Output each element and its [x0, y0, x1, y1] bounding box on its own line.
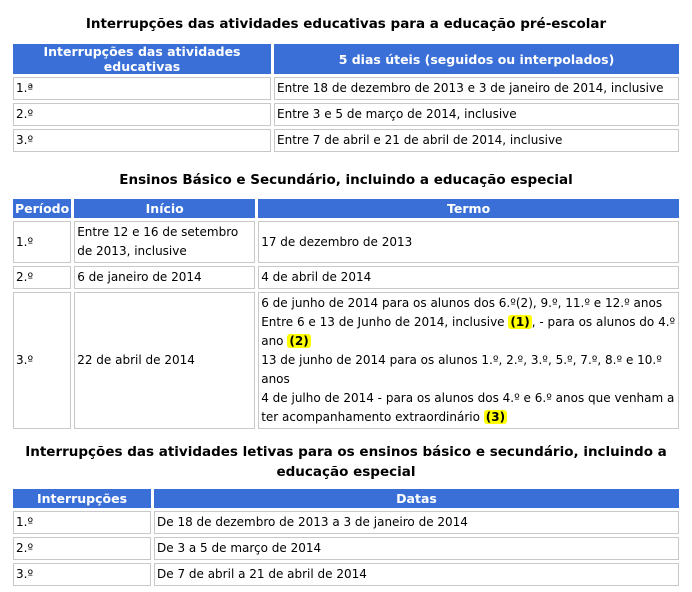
- section-title-lective-interruptions: Interrupções das atividades letivas para os ensinos básico e secundário, incluindo a educação especial: [25, 444, 667, 480]
- table-cell: 17 de dezembro de 2013: [258, 221, 679, 263]
- table-cell: Entre 18 de dezembro de 2013 e 3 de janeiro de 2014, inclusive: [274, 77, 679, 100]
- table-cell: 22 de abril de 2014: [74, 292, 255, 429]
- footnote-marker: (3): [485, 410, 506, 424]
- termo-line-text: 4 de julho de 2014 - para os alunos dos 4.º e 6.º anos que venham a ter acompanhamento extraordinário: [261, 391, 675, 424]
- table-cell: 4 de abril de 2014: [258, 266, 679, 289]
- table-row: [13, 103, 679, 126]
- termo-line: 6 de junho de 2014 para os alunos dos 6.º(2), 9.º, 11.º e 12.º anos: [261, 296, 663, 310]
- column-header: Interrupções: [13, 489, 151, 508]
- column-header: Interrupções das atividades educativas: [13, 44, 271, 74]
- column-header: 5 dias úteis (seguidos ou interpolados): [274, 44, 679, 74]
- footnote-marker: (1): [510, 315, 530, 329]
- table-row: [13, 221, 679, 263]
- table-cell: Entre 7 de abril e 21 de abril de 2014, inclusive: [274, 129, 679, 152]
- termo-line: [261, 313, 676, 351]
- table-cell: 2.º: [13, 103, 271, 126]
- table-header-row: [13, 199, 679, 218]
- table-cell: De 3 a 5 de março de 2014: [154, 537, 679, 560]
- table-cell: 2.º: [13, 537, 151, 560]
- table-header-row: [13, 489, 679, 508]
- column-header: Período: [15, 201, 70, 216]
- lective-interruptions-table: [10, 486, 682, 589]
- table-cell: 3.º: [13, 129, 271, 152]
- table-cell: De 18 de dezembro de 2013 a 3 de janeiro de 2014: [154, 511, 679, 534]
- preschool-interruptions-table: [10, 41, 682, 155]
- column-header: Termo: [258, 199, 679, 218]
- column-header: Início: [74, 199, 255, 218]
- termo-line: [261, 389, 676, 427]
- table-cell: 3.º: [13, 563, 151, 586]
- footnote-marker: (2): [289, 334, 309, 348]
- table-cell: Entre 3 e 5 de março de 2014, inclusive: [274, 103, 679, 126]
- table-cell: 3.º: [13, 292, 71, 429]
- table-row: [13, 129, 679, 152]
- table-row: [13, 266, 679, 289]
- school-periods-table: [10, 196, 682, 432]
- table-cell: De 7 de abril a 21 de abril de 2014: [154, 563, 679, 586]
- termo-line-text: , - para os alunos do 4.º ano: [261, 315, 676, 348]
- termo-line: 13 de junho de 2014 para os alunos 1.º, 2.º, 3.º, 5.º, 7.º, 8.º e 10.º anos: [261, 353, 662, 386]
- section-title-preschool: Interrupções das atividades educativas para a educação pré-escolar: [85, 16, 607, 32]
- table-row: [13, 77, 679, 100]
- table-row: [13, 537, 679, 560]
- table-cell: 1.ª: [13, 77, 271, 100]
- table-header-row: [13, 44, 679, 74]
- table-row: [13, 563, 679, 586]
- table-cell: Entre 12 e 16 de setembro de 2013, inclusive: [74, 221, 255, 263]
- column-header: Datas: [154, 489, 679, 508]
- section-title-basic-secondary: Ensinos Básico e Secundário, incluindo a educação especial: [119, 172, 573, 188]
- table-cell: 6 de janeiro de 2014: [74, 266, 255, 289]
- termo-line-text: Entre 6 e 13 de Junho de 2014, inclusive: [261, 315, 505, 329]
- table-cell: 1.º: [13, 221, 71, 263]
- table-row: [13, 511, 679, 534]
- table-cell: 1.º: [13, 511, 151, 534]
- table-cell: 2.º: [13, 266, 71, 289]
- table-cell-termo-details: [258, 292, 679, 429]
- table-row: [13, 292, 679, 429]
